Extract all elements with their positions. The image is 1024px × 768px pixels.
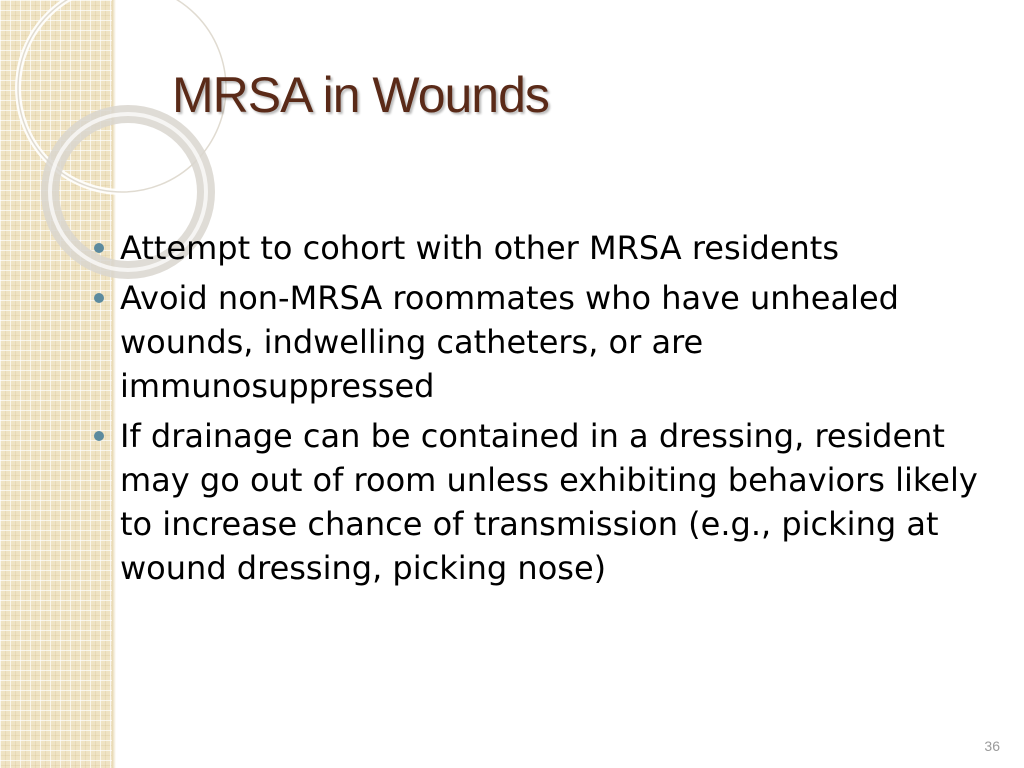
- bullet-item: [92, 414, 992, 590]
- bullet-dot-icon: [94, 431, 104, 441]
- page-number: 36: [984, 738, 1000, 754]
- bullet-item: [92, 276, 992, 408]
- bullet-text: Avoid non-MRSA roommates who have unhealed wounds, indwelling catheters, or are immunosuppressed: [120, 279, 899, 405]
- bullet-text: Attempt to cohort with other MRSA residents: [120, 229, 840, 267]
- bullet-dot-icon: [94, 293, 104, 303]
- bullet-list: [92, 226, 992, 596]
- slide-title: MRSA in Wounds: [172, 67, 549, 123]
- bullet-item: [92, 226, 992, 270]
- bullet-dot-icon: [94, 243, 104, 253]
- bullet-text: If drainage can be contained in a dressing, resident may go out of room unless exhibiting behaviors likely to increase chance of transmission (e.g., picking at wound dressing, picking nose): [120, 417, 978, 587]
